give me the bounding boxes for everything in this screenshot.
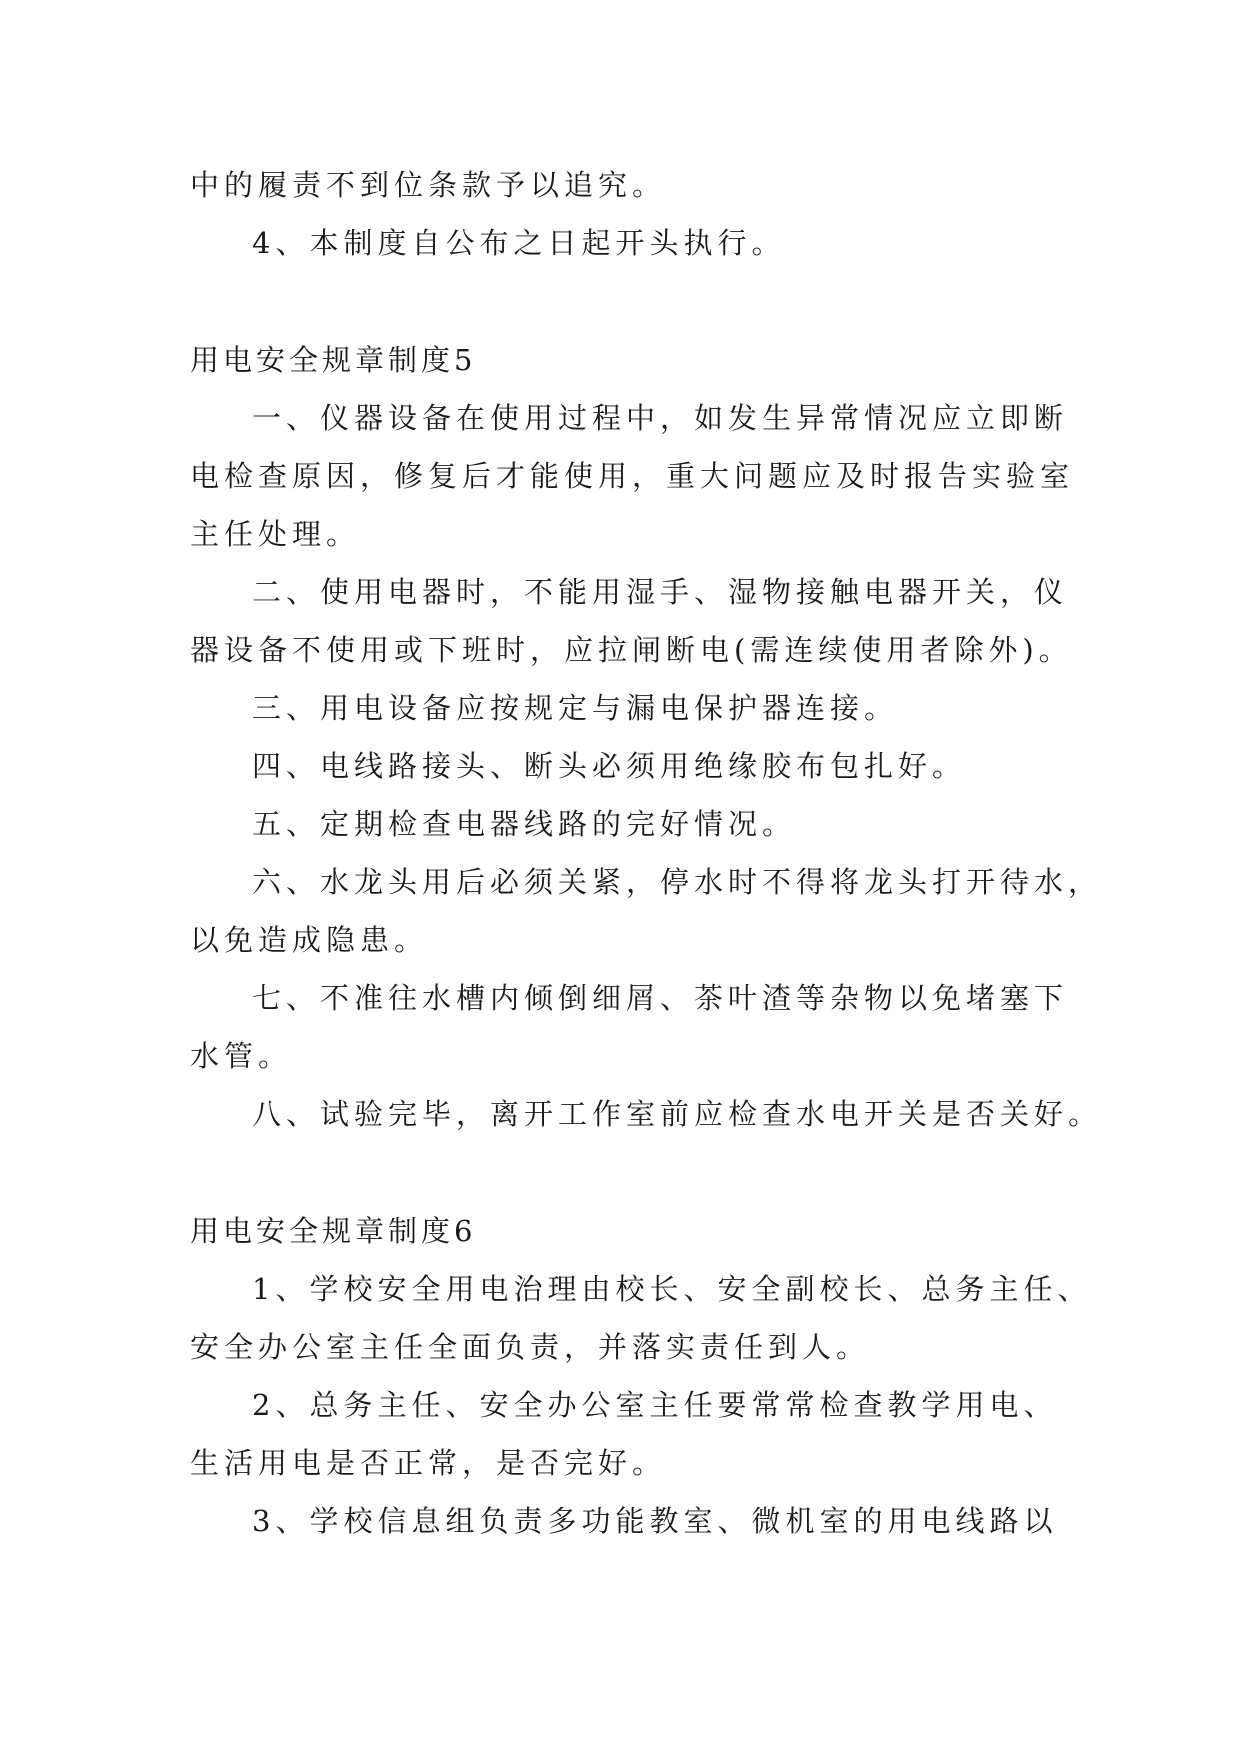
text-line: 1、学校安全用电治理由校长、安全副校长、总务主任、 — [252, 1272, 1092, 1306]
text-line: 三、用电设备应按规定与漏电保护器连接。 — [252, 691, 899, 725]
text-line: 六、水龙头用后必须关紧，停水时不得将龙头打开待水， — [252, 865, 1103, 899]
text-line: 2、总务主任、安全办公室主任要常常检查教学用电、 — [252, 1388, 1058, 1422]
text-line: 一、仪器设备在使用过程中，如发生异常情况应立即断 — [252, 401, 1069, 435]
text-line: 八、试验完毕，离开工作室前应检查水电开关是否关好。 — [252, 1097, 1103, 1131]
text-line: 七、不准往水槽内倾倒细屑、茶叶渣等杂物以免堵塞下 — [252, 981, 1069, 1015]
text-line: 四、电线路接头、断头必须用绝缘胶布包扎好。 — [252, 749, 967, 783]
text-line: 生活用电是否正常，是否完好。 — [190, 1446, 667, 1480]
text-line: 水管。 — [190, 1039, 293, 1073]
text-line: 以免造成隐患。 — [190, 923, 429, 957]
section-heading: 用电安全规章制度5 — [190, 343, 477, 377]
text-line: 3、学校信息组负责多功能教室、微机室的用电线路以 — [252, 1504, 1058, 1538]
text-line: 主任处理。 — [190, 517, 361, 551]
text-line: 五、定期检查电器线路的完好情况。 — [252, 807, 797, 841]
text-line: 电检查原因，修复后才能使用，重大问题应及时报告实验室 — [190, 459, 1075, 493]
text-line: 安全办公室主任全面负责，并落实责任到人。 — [190, 1330, 871, 1364]
text-line: 器设备不使用或下班时，应拉闸断电(需连续使用者除外)。 — [190, 633, 1073, 667]
text-line: 二、使用电器时，不能用湿手、湿物接触电器开关，仪 — [252, 575, 1069, 609]
section-heading: 用电安全规章制度6 — [190, 1214, 477, 1248]
text-line: 中的履责不到位条款予以追究。 — [190, 168, 667, 202]
text-line: 4、本制度自公布之日起开头执行。 — [252, 226, 786, 260]
